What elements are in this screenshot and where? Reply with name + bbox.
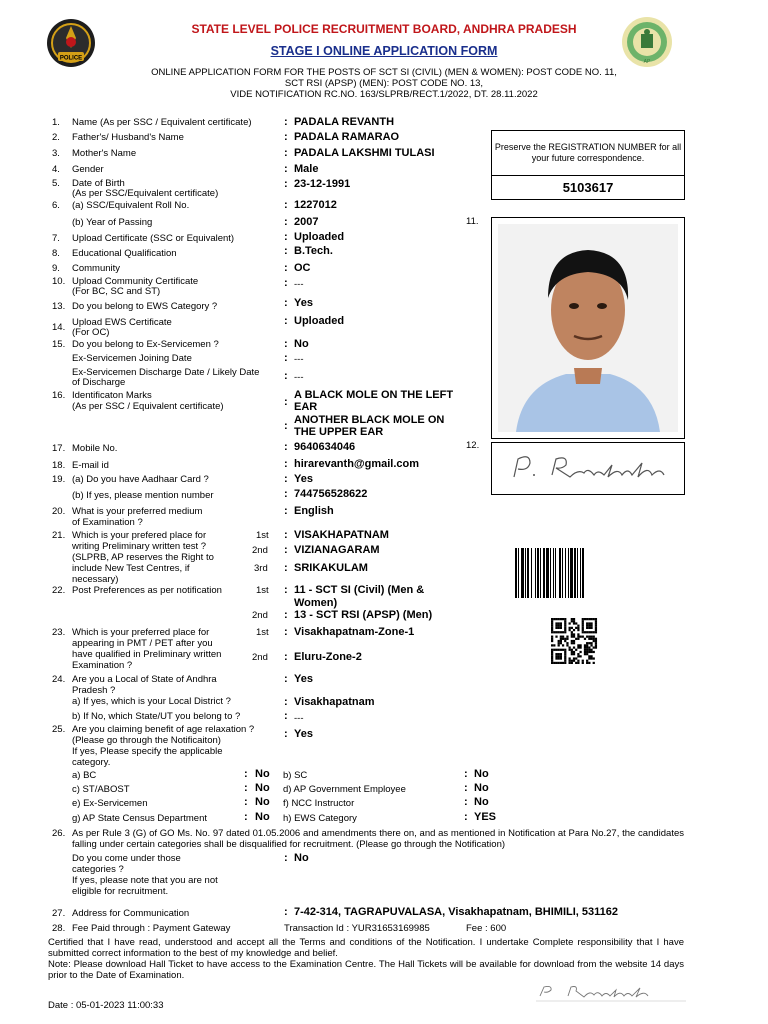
transaction-id: Transaction Id : YUR31653169985	[284, 923, 430, 934]
ews-certificate-label: Upload EWS Certificate	[72, 317, 172, 328]
colon: :	[284, 488, 288, 500]
ews-category-label: Do you belong to EWS Category ?	[72, 301, 218, 312]
field-number: 14.	[52, 322, 66, 333]
gender-value: Male	[294, 163, 319, 175]
local-state-value: Yes	[294, 673, 313, 685]
relax-census-label: g) AP State Census Department	[72, 813, 208, 824]
signature-field-number: 12.	[466, 440, 480, 451]
aadhaar-number-value: 744756528622	[294, 488, 368, 500]
upload-certificate-value: Uploaded	[294, 231, 345, 243]
other-state-label: b) If No, which State/UT you belong to ?	[72, 711, 241, 722]
form-title: STAGE I ONLINE APPLICATION FORM	[270, 44, 498, 58]
colon: :	[284, 216, 288, 228]
colon: :	[284, 544, 288, 556]
registration-note-box: Preserve the REGISTRATION NUMBER for all your future correspondence.	[491, 130, 685, 176]
colon: :	[464, 768, 468, 780]
age-relaxation-value: Yes	[294, 728, 313, 740]
colon: :	[284, 529, 288, 541]
post-preference-2: 13 - SCT RSI (APSP) (Men)	[294, 609, 433, 621]
colon: :	[284, 728, 288, 740]
field-number: 3.	[52, 148, 60, 159]
pmt-place-label-3: have qualified in Preliminary written	[72, 649, 222, 660]
post-preference-label: Post Preferences as per notification	[72, 585, 222, 596]
age-relaxation-label-3: If yes, Please specify the applicable	[72, 746, 223, 757]
preference-1-label: 1st	[256, 627, 269, 638]
field-number: 16.	[52, 390, 66, 401]
colon: :	[244, 768, 248, 780]
ews-certificate-value: Uploaded	[294, 315, 345, 327]
applicant-signature	[491, 442, 685, 495]
ex-servicemen-discharge-value: ---	[294, 372, 304, 383]
certification-text: Certified that I have read, understood and accept all the Terms and conditions of the Notification. I undertake Complete responsibility that I have submitted correct information to the best of my knowledge and belief.	[48, 937, 684, 959]
colon: :	[284, 231, 288, 243]
test-place-1: VISAKHAPATNAM	[294, 529, 389, 541]
preference-1-label: 1st	[256, 530, 269, 541]
disqualification-rule-text: As per Rule 3 (G) of GO Ms. No. 97 dated 01.05.2006 and amendments there on, and as mentioned in Notification at Para No.27, the candidates falling under certain categories shall be disqualified for recruitment. (Please go through the Notification)	[72, 828, 684, 850]
colon: :	[284, 458, 288, 470]
name-value: PADALA REVANTH	[294, 116, 395, 128]
preference-1-label: 1st	[256, 585, 269, 596]
colon: :	[464, 782, 468, 794]
address-value: 7-42-314, TAGRAPUVALASA, Visakhapatnam, BHIMILI, 531162	[294, 906, 619, 918]
colon: :	[284, 315, 288, 327]
aadhaar-value: Yes	[294, 473, 313, 485]
colon: :	[244, 811, 248, 823]
identification-mark-2-cont: THE UPPER EAR	[294, 426, 384, 438]
field-number: 7.	[52, 233, 60, 244]
relax-bc-label: a) BC	[72, 770, 97, 781]
fee-paid-label: Fee Paid through : Payment Gateway	[72, 923, 231, 934]
relax-ews-value: YES	[474, 811, 497, 823]
footer-signature	[536, 982, 686, 1004]
colon: :	[284, 199, 288, 211]
colon: :	[464, 811, 468, 823]
relax-sc-value: No	[474, 768, 489, 780]
medium-value: English	[294, 505, 334, 517]
preference-3-label: 3rd	[254, 563, 268, 574]
header-line-2: SCT RSI (APSP) (MEN): POST CODE NO. 13,	[284, 78, 484, 89]
field-number: 15.	[52, 339, 66, 350]
test-place-label-3: (SLPRB, AP reserves the Right to	[72, 552, 214, 563]
roll-no-value: 1227012	[294, 199, 337, 211]
identification-marks-note: (As per SSC / Equivalent certificate)	[72, 401, 224, 412]
ex-servicemen-joining-value: ---	[294, 354, 304, 365]
ews-certificate-note: (For OC)	[72, 327, 110, 338]
local-district-label: a) If yes, which is your Local District ?	[72, 696, 231, 707]
field-number: 25.	[52, 724, 66, 735]
pmt-place-2: Eluru-Zone-2	[294, 651, 362, 663]
header-line-1: ONLINE APPLICATION FORM FOR THE POSTS OF SCT SI (CIVIL) (MEN & WOMEN): POST CODE NO. 11,	[151, 67, 617, 78]
colon: :	[284, 178, 288, 190]
colon: :	[284, 710, 288, 722]
roll-no-label: (a) SSC/Equivalent Roll No.	[72, 200, 190, 211]
header-line-3: VIDE NOTIFICATION RC.NO. 163/SLPRB/RECT.1/2022, DT. 28.11.2022	[230, 89, 538, 100]
pmt-place-1: Visakhapatnam-Zone-1	[294, 626, 415, 638]
field-number: 6.	[52, 200, 60, 211]
identification-mark-2: ANOTHER BLACK MOLE ON	[294, 414, 445, 426]
field-number: 24.	[52, 674, 66, 685]
colon: :	[284, 297, 288, 309]
colon: :	[284, 277, 288, 289]
year-of-passing-label: (b) Year of Passing	[72, 217, 153, 228]
ex-servicemen-value: No	[294, 338, 309, 350]
aadhaar-label: (a) Do you have Aadhaar Card ?	[72, 474, 209, 485]
local-district-value: Visakhapatnam	[294, 696, 375, 708]
qualification-label: Educational Qualification	[72, 248, 177, 259]
field-number: 17.	[52, 443, 66, 454]
test-place-label-5: necessary)	[72, 574, 119, 585]
colon: :	[284, 651, 288, 663]
colon: :	[284, 163, 288, 175]
colon: :	[284, 852, 288, 864]
test-place-2: VIZIANAGARAM	[294, 544, 380, 556]
field-number: 23.	[52, 627, 66, 638]
qr-code	[549, 618, 599, 664]
police-logo-text: POLICE	[59, 55, 83, 62]
photo-field-number: 11.	[466, 216, 479, 227]
relax-st-label: c) ST/ABOST	[72, 784, 130, 795]
barcode	[514, 548, 600, 598]
colon: :	[284, 626, 288, 638]
dob-label: Date of Birth	[72, 178, 125, 189]
field-number: 10.	[52, 276, 66, 287]
medium-label: What is your preferred medium	[72, 506, 203, 517]
ex-servicemen-discharge-label: Ex-Servicemen Discharge Date / Likely Date	[72, 367, 260, 378]
email-label: E-mail id	[72, 460, 109, 471]
post-preference-1: 11 - SCT SI (Civil) (Men &	[294, 584, 425, 596]
field-number: 27.	[52, 908, 66, 919]
post-preference-1-cont: Women)	[294, 597, 338, 609]
colon: :	[464, 796, 468, 808]
relax-sc-label: b) SC	[283, 770, 308, 781]
colon: :	[284, 906, 288, 918]
age-relaxation-label-4: category.	[72, 757, 111, 768]
email-value: hirarevanth@gmail.com	[294, 458, 420, 470]
colon: :	[284, 262, 288, 274]
disqualification-label-2: categories ?	[72, 864, 124, 875]
ex-servicemen-joining-label: Ex-Servicemen Joining Date	[72, 353, 192, 364]
field-number: 28.	[52, 923, 66, 934]
colon: :	[244, 796, 248, 808]
pmt-place-label-2: appearing in PMT / PET after you	[72, 638, 213, 649]
field-number: 26.	[52, 828, 66, 839]
ex-servicemen-discharge-note: of Discharge	[72, 377, 126, 388]
colon: :	[284, 116, 288, 128]
board-title: STATE LEVEL POLICE RECRUITMENT BOARD, ANDHRA PRADESH	[191, 22, 577, 36]
colon: :	[284, 338, 288, 350]
field-number: 20.	[52, 506, 66, 517]
applicant-photo	[491, 217, 685, 439]
mother-name-label: Mother's Name	[72, 148, 137, 159]
field-number: 21.	[52, 530, 66, 541]
field-number: 19.	[52, 474, 66, 485]
field-number: 2.	[52, 132, 60, 143]
field-number: 18.	[52, 460, 66, 471]
test-place-label-4: include New Test Centres, if	[72, 563, 190, 574]
colon: :	[284, 473, 288, 485]
community-value: OC	[294, 262, 311, 274]
colon: :	[284, 147, 288, 159]
upload-certificate-label: Upload Certificate (SSC or Equivalent)	[72, 233, 235, 244]
pmt-place-label: Which is your preferred place for	[72, 627, 210, 638]
colon: :	[284, 420, 288, 432]
colon: :	[284, 352, 288, 364]
test-place-label-2: writing Preliminary written test ?	[72, 541, 207, 552]
colon: :	[244, 782, 248, 794]
colon: :	[284, 131, 288, 143]
address-label: Address for Communication	[72, 908, 190, 919]
colon: :	[284, 396, 288, 408]
name-label: Name (As per SSC / Equivalent certificate)	[72, 117, 252, 128]
relax-ex-servicemen-label: e) Ex-Servicemen	[72, 798, 148, 809]
identification-mark-1: A BLACK MOLE ON THE LEFT	[294, 389, 454, 401]
preference-2-label: 2nd	[252, 545, 268, 556]
relax-govt-employee-label: d) AP Government Employee	[283, 784, 406, 795]
community-certificate-note: (For BC, SC and ST)	[72, 286, 161, 297]
mobile-label: Mobile No.	[72, 443, 118, 454]
year-of-passing-value: 2007	[294, 216, 319, 228]
field-number: 22.	[52, 585, 66, 596]
pmt-place-label-4: Examination ?	[72, 660, 133, 671]
dob-label-note: (As per SSC/Equivalent certificate)	[72, 188, 219, 199]
submission-date: Date : 05-01-2023 11:00:33	[48, 1000, 164, 1011]
registration-number: 5103617	[491, 176, 685, 200]
disqualification-label-4: eligible for recruitment.	[72, 886, 169, 897]
mother-name-value: PADALA LAKSHMI TULASI	[294, 147, 435, 159]
ap-emblem-text: AP	[643, 59, 651, 65]
disqualification-value: No	[294, 852, 309, 864]
relax-st-value: No	[255, 782, 270, 794]
colon: :	[284, 370, 288, 382]
fee-amount: Fee : 600	[466, 923, 507, 934]
ews-category-value: Yes	[294, 297, 313, 309]
community-label: Community	[72, 263, 121, 274]
relax-bc-value: No	[255, 768, 270, 780]
test-place-3: SRIKAKULAM	[294, 562, 368, 574]
age-relaxation-label: Are you claiming benefit of age relaxation ?	[72, 724, 255, 735]
ex-servicemen-label: Do you belong to Ex-Servicemen ?	[72, 339, 219, 350]
field-number: 5.	[52, 178, 60, 189]
relax-census-value: No	[255, 811, 270, 823]
field-number: 9.	[52, 263, 60, 274]
colon: :	[284, 696, 288, 708]
field-number: 1.	[52, 117, 60, 128]
mobile-value: 9640634046	[294, 441, 356, 453]
local-state-label-2: Pradesh ?	[72, 685, 116, 696]
colon: :	[284, 562, 288, 574]
colon: :	[284, 245, 288, 257]
field-number: 8.	[52, 248, 60, 259]
community-certificate-value: ---	[294, 279, 304, 290]
qualification-value: B.Tech.	[294, 245, 333, 257]
colon: :	[284, 441, 288, 453]
preference-2-label: 2nd	[252, 652, 268, 663]
relax-ncc-label: f) NCC Instructor	[283, 798, 355, 809]
field-number: 13.	[52, 301, 66, 312]
gender-label: Gender	[72, 164, 104, 175]
relax-ews-label: h) EWS Category	[283, 813, 357, 824]
identification-mark-1-cont: EAR	[294, 401, 318, 413]
age-relaxation-label-2: (Please go through the Notificaiton)	[72, 735, 221, 746]
dob-value: 23-12-1991	[294, 178, 351, 190]
colon: :	[284, 673, 288, 685]
community-certificate-label: Upload Community Certificate	[72, 276, 199, 287]
hall-ticket-note: Note: Please download Hall Ticket to have access to the Examination Centre. The Hall Tickets will be available for download from the website 14 days prior to the Date of Examination.	[48, 959, 684, 981]
identification-marks-label: Identificaton Marks	[72, 390, 152, 401]
local-state-label: Are you a Local of State of Andhra	[72, 674, 217, 685]
relax-govt-employee-value: No	[474, 782, 489, 794]
other-state-value: ---	[294, 713, 304, 724]
relax-ex-servicemen-value: No	[255, 796, 270, 808]
aadhaar-number-label: (b) If yes, please mention number	[72, 490, 214, 501]
colon: :	[284, 505, 288, 517]
test-place-label: Which is your prefered place for	[72, 530, 207, 541]
father-name-value: PADALA RAMARAO	[294, 131, 400, 143]
field-number: 4.	[52, 164, 60, 175]
relax-ncc-value: No	[474, 796, 489, 808]
disqualification-label-3: If yes, please note that you are not	[72, 875, 218, 886]
preference-2-label: 2nd	[252, 610, 268, 621]
colon: :	[284, 609, 288, 621]
colon: :	[284, 584, 288, 596]
disqualification-label: Do you come under those	[72, 853, 181, 864]
father-name-label: Father's/ Husband's Name	[72, 132, 184, 143]
medium-label-cont: of Examination ?	[72, 517, 143, 528]
